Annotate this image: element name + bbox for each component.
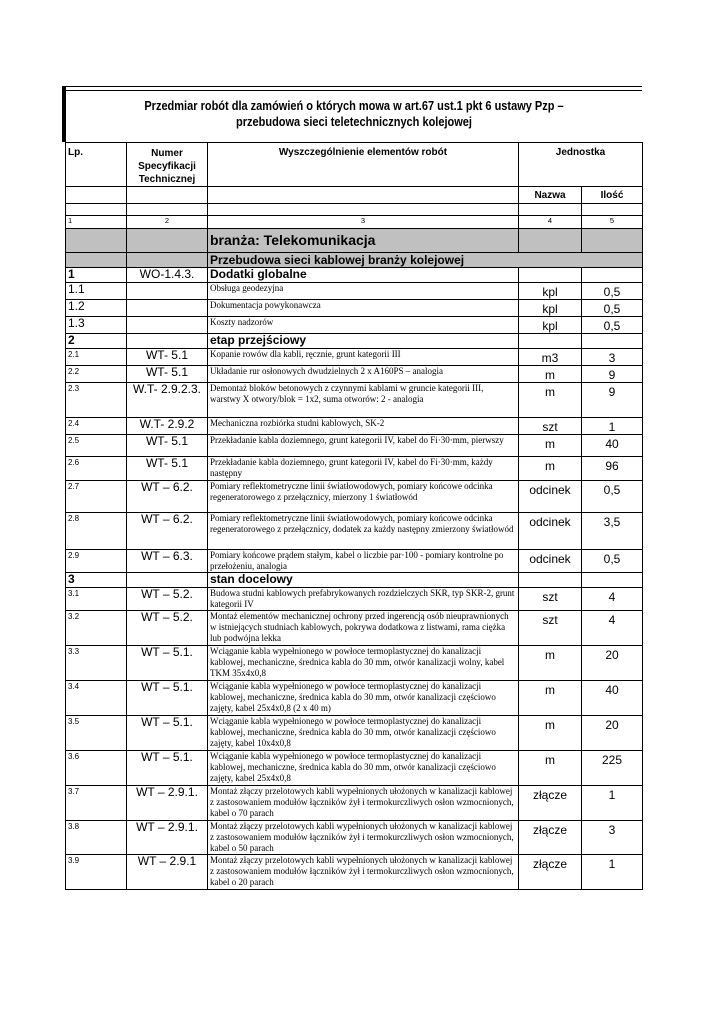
row-number: 2.9 (66, 550, 127, 573)
row-number: 3.8 (66, 821, 127, 855)
row-number: 3.5 (66, 716, 127, 751)
unit-name: m (519, 435, 582, 457)
row-number: 2 (66, 334, 127, 349)
table-row (66, 366, 643, 383)
table-row (66, 821, 643, 855)
header-unit: Nazwa (519, 187, 582, 204)
unit-name: złącze (519, 855, 582, 890)
header-blank (208, 187, 519, 204)
quantity: 3 (582, 821, 643, 855)
section-row (66, 268, 643, 283)
quantity: 0,5 (582, 550, 643, 573)
row-number: 3.7 (66, 786, 127, 821)
row-number: 2.4 (66, 418, 127, 435)
branch-title: branża: Telekomunikacja (208, 229, 519, 253)
row-description: etap przejściowy (208, 334, 519, 349)
quantity: 1 (582, 855, 643, 890)
spec-number: WT – 2.9.1 (127, 855, 208, 890)
row-number: 1.1 (66, 283, 127, 300)
quantity: 1 (582, 786, 643, 821)
unit-name: m (519, 646, 582, 681)
spec-number (127, 283, 208, 300)
row-description: Wciąganie kabla wypełnionego w powłoce termoplastycznej do kanalizacji kablowej, mechaniczne, średnica kabla do 30 mm, otwór kanalizacji częściowo zajęty, kabel 25x4x0,8 (2 x 40 m) (208, 681, 519, 716)
unit-name: kpl (519, 317, 582, 334)
spec-number (127, 573, 208, 588)
row-description: Dodatki globalne (208, 268, 519, 283)
header-lp: Lp. (66, 143, 127, 187)
table-row (66, 611, 643, 646)
quantity: 9 (582, 383, 643, 418)
spec-number: W.T- 2.9.2.3. (127, 383, 208, 418)
row-description: Budowa studni kablowych prefabrykowanych rozdzielczych SKR, typ SKR-2, grunt kategorii IV (208, 588, 519, 611)
header-unit-group: Jednostka (519, 143, 643, 187)
row-number: 2.2 (66, 366, 127, 383)
row-description: Montaż złączy przelotowych kabli wypełnionych ułożonych w kanalizacji kablowej z zastosowaniem modułów łączników żył i termokurczliwych osłon wzmocnionych, kabel o 70 parach (208, 786, 519, 821)
unit-name: m3 (519, 349, 582, 366)
row-description: Przekładanie kabla doziemnego, grunt kategorii IV, kabel do Fi·30·mm, każdy następny (208, 457, 519, 481)
quantity: 20 (582, 716, 643, 751)
spec-number: WT- 5.1 (127, 457, 208, 481)
unit-name: m (519, 366, 582, 383)
colnum-5: 5 (582, 216, 643, 229)
row-description: Pomiary reflektometryczne linii światłowodowych, pomiary końcowe odcinka regeneratorowego z przełącznicy, dodatek za każdy następny zmierzony światłowód (208, 513, 519, 550)
row-description: Dokumentacja powykonawcza (208, 300, 519, 317)
quantity: 225 (582, 751, 643, 786)
unit-name: m (519, 383, 582, 418)
colnum-3: 3 (208, 216, 519, 229)
row-number: 3.3 (66, 646, 127, 681)
spec-number: W.T- 2.9.2 (127, 418, 208, 435)
row-description: Kopanie rowów dla kabli, ręcznie, grunt kategorii III (208, 349, 519, 366)
spec-number: WT – 5.1. (127, 646, 208, 681)
quantity: 96 (582, 457, 643, 481)
row-number: 2.5 (66, 435, 127, 457)
header-spec: Numer Specyfikacji Technicznej (127, 143, 208, 187)
subbranch-cell (66, 253, 127, 268)
spec-number: WT – 5.2. (127, 611, 208, 646)
table-row (66, 646, 643, 681)
quantity: 0,5 (582, 317, 643, 334)
page-title: Przedmiar robót dla zamówień o których mowa w art.67 ust.1 pkt 6 ustawy Pzp – przebudowa sieci teletechnicznych kolejowej (144, 99, 564, 129)
unit-name (519, 334, 582, 349)
table-row (66, 349, 643, 366)
quantity (582, 334, 643, 349)
row-description: stan docelowy (208, 573, 519, 588)
unit-name: szt (519, 418, 582, 435)
spec-number (127, 300, 208, 317)
unit-name: m (519, 681, 582, 716)
table-row (66, 317, 643, 334)
colnum-2: 2 (127, 216, 208, 229)
table-row (66, 300, 643, 317)
quantity: 20 (582, 646, 643, 681)
title-left-bar (62, 86, 66, 142)
spec-number: WT – 6.3. (127, 550, 208, 573)
spec-number: WT – 5.2. (127, 588, 208, 611)
unit-name: m (519, 457, 582, 481)
quantity: 40 (582, 435, 643, 457)
unit-name (519, 268, 582, 283)
unit-name: m (519, 751, 582, 786)
quantity: 4 (582, 588, 643, 611)
spec-number (127, 317, 208, 334)
spec-number: WT – 6.2. (127, 481, 208, 513)
branch-cell (519, 229, 582, 253)
branch-cell (127, 229, 208, 253)
branch-cell (582, 229, 643, 253)
quantity: 4 (582, 611, 643, 646)
subbranch-title: Przebudowa sieci kablowej branży kolejowej (208, 253, 643, 268)
quantity (582, 573, 643, 588)
spec-number: WT – 5.1. (127, 716, 208, 751)
table-row (66, 751, 643, 786)
bill-of-quantities-table (65, 142, 643, 890)
spec-number: WT- 5.1 (127, 349, 208, 366)
row-description: Pomiary reflektometryczne linii światłowodowych, pomiary końcowe odcinka regeneratorowego z przełącznicy, mierzony 1 światłowód (208, 481, 519, 513)
row-number: 1 (66, 268, 127, 283)
row-number: 2.1 (66, 349, 127, 366)
table-row (66, 383, 643, 418)
unit-name: złącze (519, 821, 582, 855)
row-number: 1.3 (66, 317, 127, 334)
unit-name (519, 573, 582, 588)
row-number: 2.6 (66, 457, 127, 481)
quantity: 9 (582, 366, 643, 383)
table-row (66, 588, 643, 611)
table-row (66, 435, 643, 457)
spec-number: WT- 5.1 (127, 435, 208, 457)
top-rule-2 (66, 90, 642, 91)
quantity: 1 (582, 418, 643, 435)
row-description: Koszty nadzorów (208, 317, 519, 334)
row-description: Wciąganie kabla wypełnionego w powłoce termoplastycznej do kanalizacji kablowej, mechaniczne, średnica kabla do 30 mm, otwór kanalizacji wolny, kabel TKM 35x4x0,8 (208, 646, 519, 681)
quantity: 40 (582, 681, 643, 716)
header-qty: Ilość (582, 187, 643, 204)
table-row (66, 513, 643, 550)
table-row (66, 418, 643, 435)
row-description: Montaż złączy przelotowych kabli wypełnionych ułożonych w kanalizacji kablowej z zastosowaniem modułów łączników żył i termokurczliwych osłon wzmocnionych, kabel o 50 parach (208, 821, 519, 855)
table-row (66, 481, 643, 513)
row-number: 2.8 (66, 513, 127, 550)
row-description: Demontaż bloków betonowych z czynnymi kablami w gruncie kategorii III, warstwy X otwory/blok = 1x2, suma otworów: 2 - analogia (208, 383, 519, 418)
spec-number: WO-1.4.3. (127, 268, 208, 283)
spec-number: WT – 5.1. (127, 751, 208, 786)
branch-cell (66, 229, 127, 253)
table-row (66, 681, 643, 716)
quantity (582, 268, 643, 283)
quantity: 3 (582, 349, 643, 366)
quantity: 3,5 (582, 513, 643, 550)
header-blank (66, 187, 127, 204)
unit-name: odcinek (519, 481, 582, 513)
spec-number: WT – 5.1. (127, 681, 208, 716)
spec-number: WT – 2.9.1. (127, 821, 208, 855)
table-row (66, 855, 643, 890)
row-number: 3.4 (66, 681, 127, 716)
table-row (66, 716, 643, 751)
unit-name: złącze (519, 786, 582, 821)
row-description: Mechaniczna rozbiórka studni kablowych, SK-2 (208, 418, 519, 435)
section-row (66, 573, 643, 588)
row-number: 2.3 (66, 383, 127, 418)
row-number: 2.7 (66, 481, 127, 513)
row-description: Montaż elementów mechanicznej ochrony przed ingerencją osób nieuprawnionych w istniejących studniach kablowych, pokrywa dodatkowa z listwami, rama ciężka lub podwójna lekka (208, 611, 519, 646)
table-row (66, 786, 643, 821)
row-description: Przekładanie kabla doziemnego, grunt kategorii IV, kabel do Fi·30·mm, pierwszy (208, 435, 519, 457)
unit-name: kpl (519, 283, 582, 300)
colnum-4: 4 (519, 216, 582, 229)
table-row (66, 283, 643, 300)
unit-name: odcinek (519, 550, 582, 573)
row-number: 3.6 (66, 751, 127, 786)
colnum-1: 1 (66, 216, 127, 229)
row-description: Obsługa geodezyjna (208, 283, 519, 300)
spec-number (127, 334, 208, 349)
top-rule (66, 86, 642, 87)
header-blank (127, 187, 208, 204)
unit-name: odcinek (519, 513, 582, 550)
row-number: 3 (66, 573, 127, 588)
spec-number: WT – 2.9.1. (127, 786, 208, 821)
row-description: Wciąganie kabla wypełnionego w powłoce termoplastycznej do kanalizacji kablowej, mechaniczne, średnica kabla do 30 mm, otwór kanalizacji częściowo zajęty, kabel 10x4x0,8 (208, 716, 519, 751)
quantity: 0,5 (582, 481, 643, 513)
row-description: Montaż złączy przelotowych kabli wypełnionych ułożonych w kanalizacji kablowej z zastosowaniem modułów łączników żył i termokurczliwych osłon wzmocnionych, kabel o 20 parach (208, 855, 519, 890)
row-description: Pomiary końcowe prądem stałym, kabel o liczbie par·100 - pomiary kontrolne po przełożeniu, analogia (208, 550, 519, 573)
section-row (66, 334, 643, 349)
table-row (66, 457, 643, 481)
quantity: 0,5 (582, 300, 643, 317)
unit-name: szt (519, 611, 582, 646)
row-number: 3.1 (66, 588, 127, 611)
spec-number: WT- 5.1 (127, 366, 208, 383)
unit-name: m (519, 716, 582, 751)
row-description: Układanie rur osłonowych dwudzielnych 2 x A160PS – analogia (208, 366, 519, 383)
row-number: 3.2 (66, 611, 127, 646)
table-row (66, 550, 643, 573)
unit-name: szt (519, 588, 582, 611)
row-number: 1.2 (66, 300, 127, 317)
row-number: 3.9 (66, 855, 127, 890)
quantity: 0,5 (582, 283, 643, 300)
header-desc: Wyszczególnienie elementów robót (208, 143, 519, 187)
subbranch-cell (127, 253, 208, 268)
spec-number: WT – 6.2. (127, 513, 208, 550)
unit-name: kpl (519, 300, 582, 317)
row-description: Wciąganie kabla wypełnionego w powłoce termoplastycznej do kanalizacji kablowej, mechaniczne, średnica kabla do 30 mm, otwór kanalizacji częściowo zajęty, kabel 25x4x0,8 (208, 751, 519, 786)
